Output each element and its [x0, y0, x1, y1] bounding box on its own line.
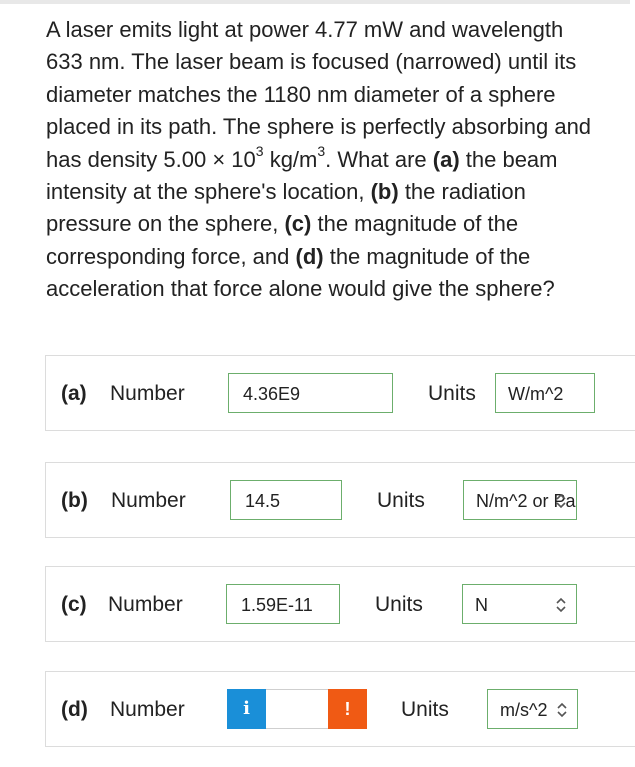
number-label: Number: [110, 382, 185, 405]
answer-row-d: [45, 671, 635, 747]
alert-icon[interactable]: !: [328, 689, 367, 729]
number-label: Number: [110, 698, 185, 721]
updown-chevron-icon: [555, 701, 569, 719]
units-select-a[interactable]: W/m^2: [495, 373, 595, 413]
number-label: Number: [108, 593, 183, 616]
number-input-d[interactable]: [266, 689, 328, 729]
units-label: Units: [377, 489, 425, 512]
number-label: Number: [111, 489, 186, 512]
number-input-b[interactable]: 14.5: [230, 480, 342, 520]
question-text: A laser emits light at power 4.77 mW and wavelength 633 nm. The laser beam is focused (narrowed) until its diameter matches the 1180 nm diameter of a sphere placed in its path. The sphere is perfectly absorbing and has density $5.00 \times 10^3$ $kg/m^3$. What are (a) the beam intensity at the sphere's location, (b) the radiation pressure on the sphere, (c) the magnitude of the corresponding force, and (d) the magnitude of the acceleration that force alone would give the sphere?: [46, 17, 592, 302]
units-select-d[interactable]: m/s^2: [487, 689, 578, 729]
units-label: Units: [401, 698, 449, 721]
updown-chevron-icon: [554, 596, 568, 614]
part-label-c: (c): [61, 593, 87, 616]
top-divider: [0, 0, 630, 4]
units-label: Units: [375, 593, 423, 616]
updown-chevron-icon: [554, 492, 568, 510]
answer-row-b: [45, 462, 635, 538]
part-label-a: (a): [61, 382, 87, 405]
info-icon[interactable]: i: [227, 689, 266, 729]
number-input-a[interactable]: 4.36E9: [228, 373, 393, 413]
part-label-b: (b): [61, 489, 88, 512]
part-label-d: (d): [61, 698, 88, 721]
units-select-b[interactable]: N/m^2 or Pa: [463, 480, 577, 520]
units-select-c[interactable]: N: [462, 584, 577, 624]
units-label: Units: [428, 382, 476, 405]
answer-row-c: [45, 566, 635, 642]
number-input-c[interactable]: 1.59E-11: [226, 584, 340, 624]
answer-row-a: [45, 355, 635, 431]
